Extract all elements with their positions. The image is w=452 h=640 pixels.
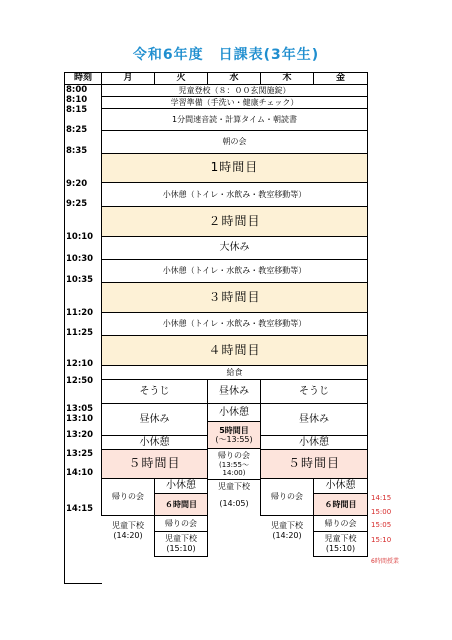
time-label: 13:25	[66, 449, 94, 459]
note-six-periods: 6時間授業	[371, 558, 399, 565]
lunch-break-mon-tue: 昼休み	[101, 403, 208, 436]
period-5-wed-label: 5時間目	[219, 425, 249, 435]
time-label: 13:20	[66, 430, 94, 440]
going-home-thu: 帰りの会	[260, 478, 314, 516]
header-fri: 金	[313, 72, 368, 85]
time-label: 10:35	[66, 275, 94, 285]
time-label: 8:00	[66, 85, 88, 95]
period-6-fri: ６時間目	[313, 493, 368, 516]
note-1500: 15:00	[371, 508, 392, 516]
time-label: 14:15	[66, 504, 94, 514]
time-label: 10:10	[66, 232, 94, 242]
short-break-fri: 小休憩	[313, 478, 368, 494]
short-break-mon-tue: 小休憩	[101, 435, 208, 450]
dismissal-fri-label: 児童下校	[324, 534, 357, 544]
time-label: 8:15	[66, 105, 88, 115]
time-label: 8:25	[66, 125, 88, 135]
cleaning-mon-tue: そうじ	[101, 379, 208, 404]
note-1505: 15:05	[371, 521, 392, 529]
time-label: 14:10	[66, 468, 94, 478]
going-home-fri: 帰りの会	[313, 515, 368, 532]
time-label: 9:20	[66, 179, 88, 189]
header-tue: 火	[154, 72, 208, 85]
row-break-2: 小休憩（トイレ・水飲み・教室移動等）	[101, 259, 368, 283]
page-title: 令和6年度 日課表(3年生)	[132, 47, 320, 63]
period-5-thu-fri: ５時間目	[260, 449, 368, 479]
time-label: 12:50	[66, 376, 94, 386]
row-break-3: 小休憩（トイレ・水飲み・教室移動等）	[101, 312, 368, 336]
going-home-wed-label: 帰りの会	[218, 451, 250, 461]
row-period-3: ３時間目	[101, 282, 368, 313]
time-label: 8:10	[66, 95, 88, 105]
going-home-wed-time: (13:55〜 14:00)	[219, 460, 249, 477]
going-home-wed	[207, 448, 261, 480]
row-period-4: ４時間目	[101, 335, 368, 366]
row-lunch: 給食	[101, 365, 368, 380]
period-5-wed	[207, 421, 261, 449]
time-label: 12:10	[66, 359, 94, 369]
note-1510: 15:10	[371, 536, 392, 544]
row-period-1: 1時間目	[101, 153, 368, 183]
lunch-break-thu-fri: 昼休み	[260, 403, 368, 436]
going-home-tue: 帰りの会	[154, 515, 208, 532]
note-1415: 14:15	[371, 494, 392, 502]
time-label: 9:25	[66, 199, 88, 209]
short-break-thu-fri: 小休憩	[260, 435, 368, 450]
time-label: 13:10	[66, 414, 94, 424]
period-6-tue: ６時間目	[154, 493, 208, 516]
row-prep: 学習準備（手洗い・健康チェック）	[101, 96, 368, 109]
lunch-break-wed: 昼休み	[207, 379, 261, 404]
header-wed: 水	[207, 72, 261, 85]
dismissal-fri	[313, 531, 368, 557]
header-period: 時刻	[64, 72, 102, 85]
dismissal-mon: 児童下校 (14:20)	[112, 521, 144, 540]
row-period-2: ２時間目	[101, 206, 368, 237]
row-break-1: 小休憩（トイレ・水飲み・教室移動等）	[101, 182, 368, 207]
row-morning-meeting: 朝の会	[101, 130, 368, 154]
short-break-wed: 小休憩	[207, 403, 261, 422]
time-label: 13:05	[66, 404, 94, 414]
dismissal-tue	[154, 531, 208, 557]
dismissal-wed	[207, 479, 261, 516]
period-5-mon-tue: ５時間目	[101, 449, 208, 479]
dismissal-thu: 児童下校 (14:20)	[271, 521, 303, 540]
time-label: 11:20	[66, 308, 94, 318]
dismissal-wed-time: (14:05)	[219, 498, 249, 508]
dismissal-tue-time: (15:10)	[166, 543, 196, 553]
row-big-break: 大休み	[101, 236, 368, 260]
cleaning-thu-fri: そうじ	[260, 379, 368, 404]
time-label: 11:25	[66, 328, 94, 338]
row-arrival: 児童登校（８：００玄関施錠）	[101, 84, 368, 97]
going-home-mon: 帰りの会	[101, 478, 155, 516]
dismissal-tue-label: 児童下校	[165, 534, 197, 544]
time-label: 10:30	[66, 254, 94, 264]
period-5-wed-until: (〜13:55)	[215, 435, 253, 444]
time-label: 8:35	[66, 146, 88, 156]
dismissal-wed-label: 児童下校	[218, 482, 250, 491]
header-mon: 月	[101, 72, 155, 85]
row-study: 1分間速音読・計算タイム・朝読書	[101, 108, 368, 131]
dismissal-fri-time: (15:10)	[325, 543, 356, 553]
header-thu: 木	[260, 72, 314, 85]
short-break-tue: 小休憩	[154, 478, 208, 494]
